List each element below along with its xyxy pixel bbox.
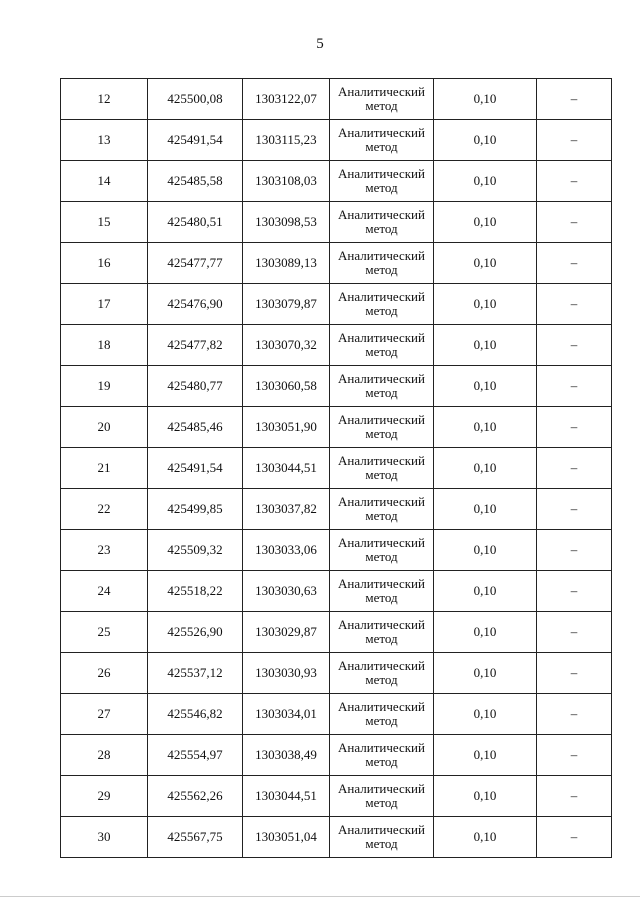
y-coordinate-cell: 1303037,82 bbox=[243, 489, 330, 530]
x-coordinate-cell: 425491,54 bbox=[148, 448, 243, 489]
point-number-cell: 23 bbox=[61, 530, 148, 571]
point-number-cell: 22 bbox=[61, 489, 148, 530]
x-coordinate-cell: 425562,26 bbox=[148, 776, 243, 817]
y-coordinate-cell: 1303034,01 bbox=[243, 694, 330, 735]
accuracy-cell: 0,10 bbox=[434, 530, 537, 571]
method-text: Аналитический метод bbox=[338, 412, 425, 441]
table-row bbox=[61, 612, 612, 653]
description-cell: – bbox=[537, 571, 612, 612]
table-row bbox=[61, 817, 612, 858]
y-coordinate-cell: 1303060,58 bbox=[243, 366, 330, 407]
method-text: Аналитический метод bbox=[338, 371, 425, 400]
method-cell bbox=[330, 79, 434, 120]
description-cell: – bbox=[537, 776, 612, 817]
point-number-cell: 14 bbox=[61, 161, 148, 202]
table-row bbox=[61, 120, 612, 161]
y-coordinate-cell: 1303051,90 bbox=[243, 407, 330, 448]
point-number-cell: 29 bbox=[61, 776, 148, 817]
method-text: Аналитический метод bbox=[338, 494, 425, 523]
table-row bbox=[61, 284, 612, 325]
point-number-cell: 12 bbox=[61, 79, 148, 120]
table-row bbox=[61, 735, 612, 776]
accuracy-cell: 0,10 bbox=[434, 161, 537, 202]
accuracy-cell: 0,10 bbox=[434, 284, 537, 325]
y-coordinate-cell: 1303079,87 bbox=[243, 284, 330, 325]
point-number-cell: 13 bbox=[61, 120, 148, 161]
point-number-cell: 15 bbox=[61, 202, 148, 243]
description-cell: – bbox=[537, 284, 612, 325]
point-number-cell: 20 bbox=[61, 407, 148, 448]
method-cell bbox=[330, 202, 434, 243]
point-number-cell: 26 bbox=[61, 653, 148, 694]
x-coordinate-cell: 425477,77 bbox=[148, 243, 243, 284]
y-coordinate-cell: 1303115,23 bbox=[243, 120, 330, 161]
x-coordinate-cell: 425480,51 bbox=[148, 202, 243, 243]
point-number-cell: 21 bbox=[61, 448, 148, 489]
x-coordinate-cell: 425500,08 bbox=[148, 79, 243, 120]
description-cell: – bbox=[537, 202, 612, 243]
y-coordinate-cell: 1303108,03 bbox=[243, 161, 330, 202]
point-number-cell: 30 bbox=[61, 817, 148, 858]
accuracy-cell: 0,10 bbox=[434, 448, 537, 489]
x-coordinate-cell: 425499,85 bbox=[148, 489, 243, 530]
x-coordinate-cell: 425567,75 bbox=[148, 817, 243, 858]
method-text: Аналитический метод bbox=[338, 576, 425, 605]
method-cell bbox=[330, 776, 434, 817]
method-text: Аналитический метод bbox=[338, 125, 425, 154]
method-cell bbox=[330, 612, 434, 653]
y-coordinate-cell: 1303030,63 bbox=[243, 571, 330, 612]
method-cell bbox=[330, 571, 434, 612]
method-text: Аналитический метод bbox=[338, 289, 425, 318]
method-text: Аналитический метод bbox=[338, 699, 425, 728]
method-cell bbox=[330, 653, 434, 694]
accuracy-cell: 0,10 bbox=[434, 612, 537, 653]
method-cell bbox=[330, 243, 434, 284]
table-row bbox=[61, 489, 612, 530]
method-text: Аналитический метод bbox=[338, 84, 425, 113]
method-text: Аналитический метод bbox=[338, 166, 425, 195]
table-row bbox=[61, 448, 612, 489]
page-number: 5 bbox=[316, 36, 324, 52]
accuracy-cell: 0,10 bbox=[434, 776, 537, 817]
x-coordinate-cell: 425546,82 bbox=[148, 694, 243, 735]
x-coordinate-cell: 425485,46 bbox=[148, 407, 243, 448]
coordinates-table-body bbox=[61, 79, 612, 858]
accuracy-cell: 0,10 bbox=[434, 571, 537, 612]
y-coordinate-cell: 1303029,87 bbox=[243, 612, 330, 653]
x-coordinate-cell: 425518,22 bbox=[148, 571, 243, 612]
accuracy-cell: 0,10 bbox=[434, 407, 537, 448]
x-coordinate-cell: 425491,54 bbox=[148, 120, 243, 161]
point-number-cell: 17 bbox=[61, 284, 148, 325]
method-cell bbox=[330, 325, 434, 366]
y-coordinate-cell: 1303089,13 bbox=[243, 243, 330, 284]
description-cell: – bbox=[537, 79, 612, 120]
point-number-cell: 25 bbox=[61, 612, 148, 653]
accuracy-cell: 0,10 bbox=[434, 325, 537, 366]
y-coordinate-cell: 1303044,51 bbox=[243, 448, 330, 489]
y-coordinate-cell: 1303038,49 bbox=[243, 735, 330, 776]
point-number-cell: 27 bbox=[61, 694, 148, 735]
x-coordinate-cell: 425526,90 bbox=[148, 612, 243, 653]
method-text: Аналитический метод bbox=[338, 207, 425, 236]
method-text: Аналитический метод bbox=[338, 781, 425, 810]
table-row bbox=[61, 366, 612, 407]
method-cell bbox=[330, 366, 434, 407]
description-cell: – bbox=[537, 161, 612, 202]
method-text: Аналитический метод bbox=[338, 822, 425, 851]
accuracy-cell: 0,10 bbox=[434, 653, 537, 694]
accuracy-cell: 0,10 bbox=[434, 694, 537, 735]
x-coordinate-cell: 425537,12 bbox=[148, 653, 243, 694]
accuracy-cell: 0,10 bbox=[434, 243, 537, 284]
accuracy-cell: 0,10 bbox=[434, 489, 537, 530]
description-cell: – bbox=[537, 489, 612, 530]
method-cell bbox=[330, 448, 434, 489]
accuracy-cell: 0,10 bbox=[434, 79, 537, 120]
point-number-cell: 28 bbox=[61, 735, 148, 776]
y-coordinate-cell: 1303051,04 bbox=[243, 817, 330, 858]
accuracy-cell: 0,10 bbox=[434, 735, 537, 776]
x-coordinate-cell: 425476,90 bbox=[148, 284, 243, 325]
y-coordinate-cell: 1303030,93 bbox=[243, 653, 330, 694]
method-text: Аналитический метод bbox=[338, 740, 425, 769]
x-coordinate-cell: 425485,58 bbox=[148, 161, 243, 202]
method-cell bbox=[330, 735, 434, 776]
table-row bbox=[61, 571, 612, 612]
x-coordinate-cell: 425480,77 bbox=[148, 366, 243, 407]
description-cell: – bbox=[537, 243, 612, 284]
accuracy-cell: 0,10 bbox=[434, 202, 537, 243]
description-cell: – bbox=[537, 612, 612, 653]
method-text: Аналитический метод bbox=[338, 453, 425, 482]
y-coordinate-cell: 1303122,07 bbox=[243, 79, 330, 120]
description-cell: – bbox=[537, 325, 612, 366]
table-row bbox=[61, 530, 612, 571]
description-cell: – bbox=[537, 120, 612, 161]
method-cell bbox=[330, 284, 434, 325]
point-number-cell: 18 bbox=[61, 325, 148, 366]
y-coordinate-cell: 1303070,32 bbox=[243, 325, 330, 366]
method-text: Аналитический метод bbox=[338, 330, 425, 359]
method-cell bbox=[330, 161, 434, 202]
method-cell bbox=[330, 817, 434, 858]
y-coordinate-cell: 1303033,06 bbox=[243, 530, 330, 571]
point-number-cell: 16 bbox=[61, 243, 148, 284]
description-cell: – bbox=[537, 735, 612, 776]
method-cell bbox=[330, 489, 434, 530]
description-cell: – bbox=[537, 407, 612, 448]
description-cell: – bbox=[537, 817, 612, 858]
x-coordinate-cell: 425477,82 bbox=[148, 325, 243, 366]
table-row bbox=[61, 202, 612, 243]
point-number-cell: 24 bbox=[61, 571, 148, 612]
x-coordinate-cell: 425509,32 bbox=[148, 530, 243, 571]
y-coordinate-cell: 1303098,53 bbox=[243, 202, 330, 243]
table-row bbox=[61, 694, 612, 735]
method-text: Аналитический метод bbox=[338, 658, 425, 687]
coordinates-table bbox=[60, 78, 612, 858]
table-row bbox=[61, 79, 612, 120]
description-cell: – bbox=[537, 653, 612, 694]
table-row bbox=[61, 653, 612, 694]
method-cell bbox=[330, 120, 434, 161]
description-cell: – bbox=[537, 530, 612, 571]
table-row bbox=[61, 243, 612, 284]
table-row bbox=[61, 325, 612, 366]
method-text: Аналитический метод bbox=[338, 248, 425, 277]
method-text: Аналитический метод bbox=[338, 617, 425, 646]
method-cell bbox=[330, 694, 434, 735]
description-cell: – bbox=[537, 448, 612, 489]
y-coordinate-cell: 1303044,51 bbox=[243, 776, 330, 817]
method-cell bbox=[330, 407, 434, 448]
accuracy-cell: 0,10 bbox=[434, 120, 537, 161]
table-row bbox=[61, 407, 612, 448]
scan-edge-line bbox=[0, 896, 640, 897]
description-cell: – bbox=[537, 694, 612, 735]
accuracy-cell: 0,10 bbox=[434, 817, 537, 858]
description-cell: – bbox=[537, 366, 612, 407]
method-text: Аналитический метод bbox=[338, 535, 425, 564]
x-coordinate-cell: 425554,97 bbox=[148, 735, 243, 776]
accuracy-cell: 0,10 bbox=[434, 366, 537, 407]
table-row bbox=[61, 776, 612, 817]
table-row bbox=[61, 161, 612, 202]
point-number-cell: 19 bbox=[61, 366, 148, 407]
method-cell bbox=[330, 530, 434, 571]
